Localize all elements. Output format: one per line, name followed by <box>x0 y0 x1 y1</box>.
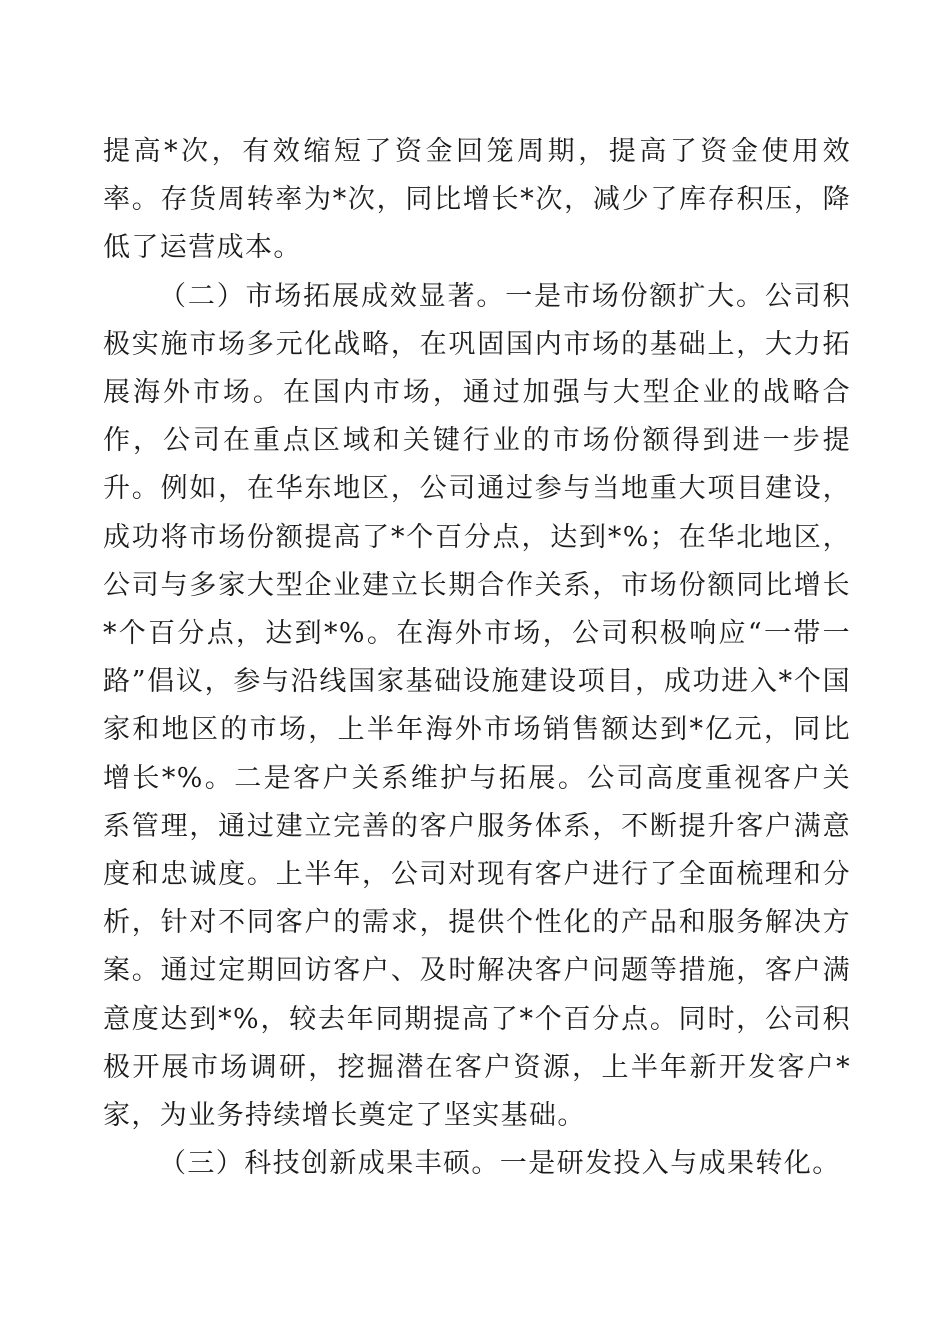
paragraph-market-expansion: （二）市场拓展成效显著。一是市场份额扩大。公司积极实施市场多元化战略，在巩固国内市场的基础上，大力拓展海外市场。在国内市场，通过加强与大型企业的战略合作，公司在重点区域和关键行业的市场份额得到进一步提升。例如，在华东地区，公司通过参与当地重大项目建设，成功将市场份额提高了*个百分点，达到*%；在华北地区，公司与多家大型企业建立长期合作关系，市场份额同比增长*个百分点，达到*%。在海外市场，公司积极响应“一带一路”倡议，参与沿线国家基础设施建设项目，成功进入*个国家和地区的市场，上半年海外市场销售额达到*亿元，同比增长*%。二是客户关系维护与拓展。公司高度重视客户关系管理，通过建立完善的客户服务体系，不断提升客户满意度和忠诚度。上半年，公司对现有客户进行了全面梳理和分析，针对不同客户的需求，提供个性化的产品和服务解决方案。通过定期回访客户、及时解决客户问题等措施，客户满意度达到*%，较去年同期提高了*个百分点。同时，公司积极开展市场调研，挖掘潜在客户资源，上半年新开发客户*家，为业务持续增长奠定了坚实基础。 <box>103 280 851 1132</box>
document-page <box>103 128 851 1188</box>
paragraph-tech-innovation: （三）科技创新成果丰硕。一是研发投入与成果转化。 <box>159 1148 841 1180</box>
paragraph-continuation: 提高*次，有效缩短了资金回笼周期，提高了资金使用效率。存货周转率为*次，同比增长*次，减少了库存积压，降低了运营成本。 <box>103 136 851 264</box>
